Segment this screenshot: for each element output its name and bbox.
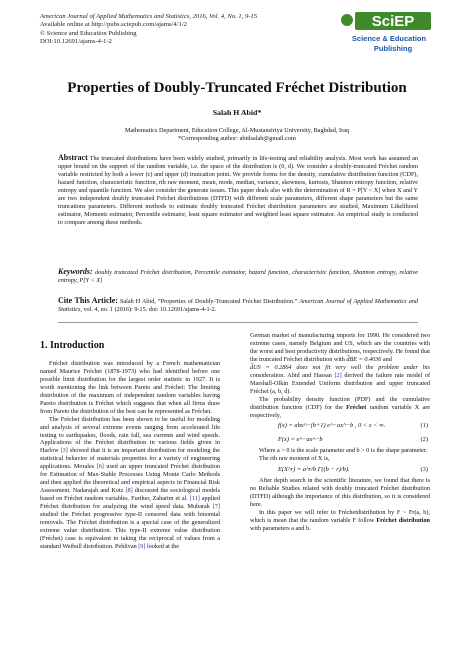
ref-link-6[interactable]: [6]: [96, 463, 104, 471]
equation-3-number: (3): [420, 466, 428, 474]
right-p1b-text: consideration. Abid and Hassan: [250, 371, 332, 379]
intro-p2-part: looked at the: [146, 542, 179, 550]
right-p1c-text: derived the failure rate model of Marshall-Olkin Extended Uniform distribution and upper truncated Fréchet (a, b, d).: [250, 371, 431, 395]
frechet-bold: Fréchet: [346, 403, 367, 411]
right-paragraph-5: After depth search in the scientific literature, we found that there is no Reliable Studies related with doubly truncated Fréchet distribution (DTFD) although the importance of this distribution, so it is considered here.: [250, 477, 430, 509]
sciep-logo: [339, 10, 435, 56]
abstract-text: The truncated distributions have been widely studied, primarily in life-testing and reliability analysis. Most work has assumed an upper bound on the support of the random variable, i.e. the space of the distribution is (0, d). We consider a doubly-truncated Fréchet random variable restricted by both a lower (c) and upper (d) truncation point. We provide forms for the density, cumulative distribution function (CDF), hazard function, characteristic function, rth raw moment, mean, mode, median, variance, skewness, kurtosis, Shannon entropy function, relative entropy and quantile function. We also consider the generate issues. This paper deals also with the determination of R = P[Y < X] when X and Y are two independent doubly truncated Fréchet distributions (DTFD) with different scale parameters, different shape parameters but the same truncations parameters. Different methods to estimate doubly truncated Fréchet distribution parameters are studied, Maximum Likelihood estimator, Moments estimator, Percentile estimator, least square estimator and weighted least square estimator. An empirical study is conducted to compare among these methods.: [58, 155, 418, 226]
equation-3-formula: E(X^r) = a^r/b Γ((b − r)/b).: [278, 466, 350, 474]
intro-p2-part: discussed the sociological models based on Fréchet random variables. Further, Zaharim et al.: [40, 487, 220, 503]
ref-link-11[interactable]: [11]: [189, 495, 200, 503]
frechet-distribution-bold: Fréchet distribution: [376, 517, 430, 525]
equation-2: [250, 433, 430, 447]
affiliation-line: Mathematics Department, Education College, Al-Mustansiriya University, Baghdad, Iraq: [124, 127, 350, 134]
svg-text:SciEP: SciEP: [371, 13, 415, 30]
intro-paragraph-1: Fréchet distribution was introduced by a French mathematician named Maurice Fréchet (1878-1973) who had identified before one possible limit distribution for the largest order statistic in 1927. It is worth mentioning the link between Pareto and Fréchet: The limiting distribution of the maximum of independent random variables having Pareto distribution is Fréchet which suggests that when all firms draw from Pareto the distribution of the best can be represented as Fréchet.: [40, 359, 220, 415]
right-p2-text: The probability density function (PDF) and the cumulative distribution function (CDF) for the: [250, 395, 430, 411]
equation-1-number: (1): [420, 422, 428, 430]
right-paragraph-4: The rth raw moment of X is,: [259, 455, 330, 463]
right-paragraph-1b: [250, 364, 430, 396]
cite-block: [58, 297, 418, 314]
cite-volume: vol. 4, no. 1 (2016): 9-15. doi: 10.12691/ajams-4-1-2.: [83, 305, 217, 313]
right-paragraph-6: [250, 509, 430, 533]
svg-text:Publishing: Publishing: [373, 44, 413, 53]
right-p1-text: German market of manufacturing imports for 1990. He considered two extreme cases, namely Belgium and US, which are the countries with the worst and best productivity distributions, respectively. He found that the truncated Fréchet distribution with: [250, 332, 430, 363]
available-online: Available online at http://pubs.sciepub.com/ajams/4/1/2: [40, 21, 187, 29]
d-us-value: d̂US = 0.2864 does not fit very well the problem under his: [250, 363, 430, 371]
cite-journal: American Journal of Applied Mathematics and Statistics,: [58, 298, 419, 313]
intro-paragraph-2: [40, 416, 220, 551]
author-name: Salah H Abid*: [212, 108, 262, 117]
keywords-block: [58, 268, 418, 285]
ref-link-3[interactable]: [3]: [60, 447, 68, 455]
journal-header: [40, 13, 330, 47]
left-column: [40, 332, 220, 551]
equation-3: [250, 463, 430, 477]
corresponding-author: *Corresponding author: abidsalah@gmail.com: [178, 135, 296, 142]
ref-link-8[interactable]: [8]: [125, 487, 133, 495]
equation-1: [250, 419, 430, 433]
svg-text:Science & Education: Science & Education: [351, 34, 427, 43]
copyright-line: © Science and Education Publishing: [40, 29, 137, 37]
right-paragraph-3: Where a > 0 is the scale parameter and b > 0 is the shape parameter.: [259, 447, 428, 455]
keywords-text: doubly truncated Fréchet distribution, Percentile estimator, hazard function, characteristic function, Shannon entropy, relative entropy, P[Y < X]: [58, 269, 419, 284]
right-p2-end: random variable X are respectively,: [250, 403, 430, 419]
section-heading: 1. Introduction: [40, 340, 105, 351]
abstract-label: Abstract: [58, 153, 88, 162]
cite-text: Salah H Abid, “Properties of Doubly-Truncated Fréchet Distribution.”: [119, 298, 298, 305]
equation-2-number: (2): [420, 436, 428, 444]
equation-1-formula: f(x) = abx^−(b+1) e^−ax^−b , 0 < x < ∞.: [278, 422, 386, 430]
keywords-label: Keywords:: [58, 267, 93, 276]
intro-p2-part: showed that it is an important distribution for modeling the statistical behavior of materials properties for a variety of engineering applications. Morales: [40, 447, 221, 471]
right-column: [250, 332, 430, 533]
intro-p2-part: The Fréchet distribution has been shown to be useful for modeling and analysis of several extreme events ranging from accelerated life testing to earthquakes, floods, rain fall, sea currents and wind speeds. Applications of the Fréchet distribution in various fields given in Harlow: [40, 415, 220, 455]
right-paragraph-1: [250, 332, 430, 364]
intro-p2-part: applied Fréchet distribution for analyzing the wind speed data. Mubarak: [40, 495, 221, 511]
right-paragraph-2: [250, 396, 430, 420]
abstract-block: [58, 154, 418, 227]
ref-link-2[interactable]: [2]: [334, 371, 342, 379]
intro-p2-part: studied the Fréchet progressive type-II censored data with binomial removals. The Fréchet distribution is a special case of the generalized extreme value distribution. This type-II extreme value distribution (Fréchet) case is equivalent to taking the reciprocal of values from a standard Weibull distribution. Pehlivan: [40, 511, 220, 550]
ref-link-9[interactable]: [9]: [138, 542, 146, 550]
journal-citation: American Journal of Applied Mathematics and Statistics, 2016, Vol. 4, No. 1, 9-15: [40, 13, 258, 20]
equation-2-formula: F(x) = e^−ax^−b: [278, 436, 323, 444]
and-text: and: [382, 355, 392, 363]
affiliation: [0, 127, 474, 143]
paper-title: Properties of Doubly-Truncated Fréchet Distribution: [67, 80, 407, 96]
d-be-value: d̂BE = 0.4036: [346, 355, 382, 363]
cite-label: Cite This Article:: [58, 296, 118, 305]
doi-line: DOI:10.12691/ajams-4-1-2: [40, 38, 112, 46]
divider: [58, 322, 418, 323]
right-p6-end: with parameters a and b.: [250, 524, 311, 532]
intro-p2-part: used an upper truncated Fréchet distribution for Estimation of Max-Stable Processes Using Monte Carlo Methods and then applied the theoretical and empirical aspects in Financial Risk Assessment. Nadarajah and Kotz: [40, 463, 221, 495]
right-p6-text: In this paper we will refer to Fréchetdistribution by F ~ Fr(a, b), which is mean that the random variable F follow: [250, 509, 430, 525]
ref-link-7[interactable]: [7]: [212, 503, 220, 511]
